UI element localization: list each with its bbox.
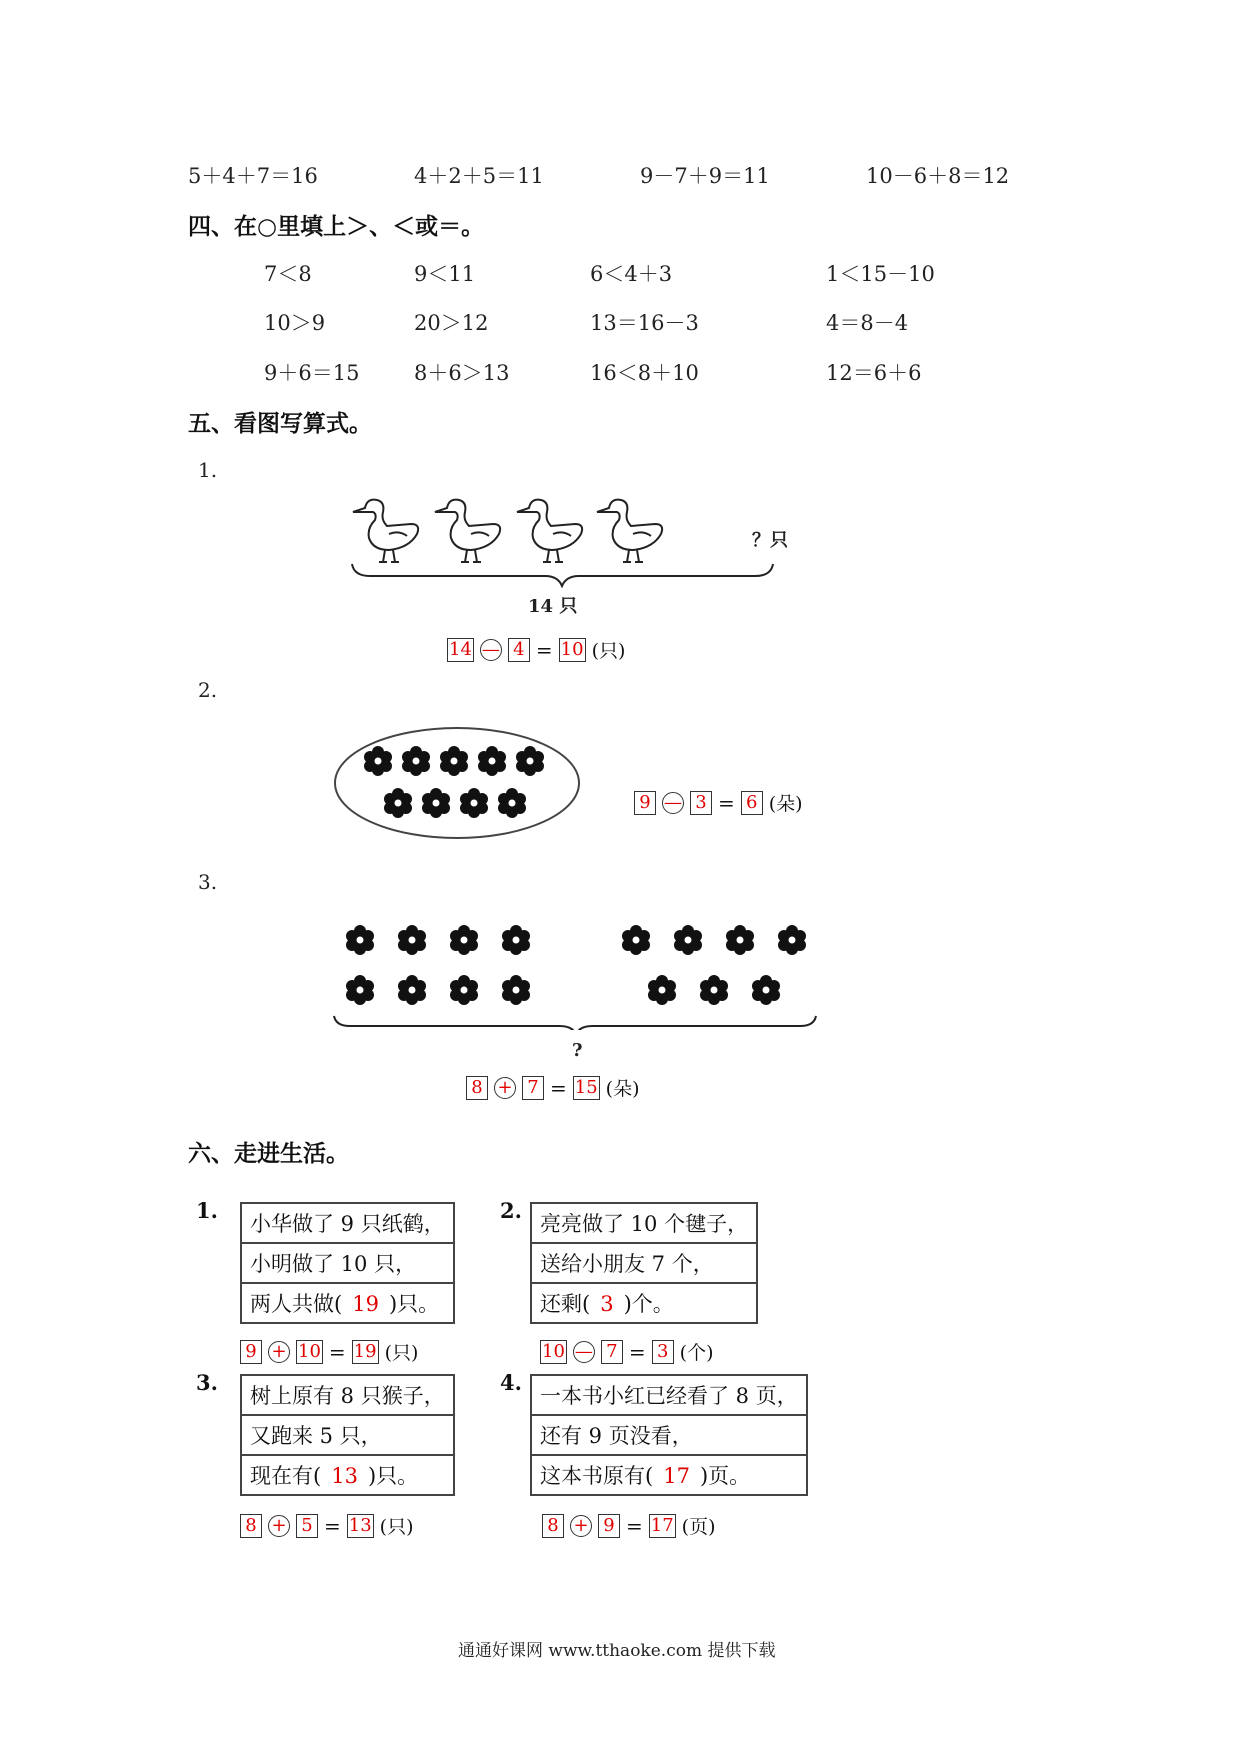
- problem-line: 小明做了 10 只，: [241, 1243, 454, 1283]
- problem-line: [531, 1283, 757, 1323]
- problem-line: [241, 1283, 454, 1323]
- answer-value: 19: [352, 1292, 379, 1316]
- problem-line-prefix: 这本书原有(: [540, 1464, 654, 1488]
- problem-number: 1.: [196, 1198, 218, 1223]
- problem-number: 3.: [196, 1370, 218, 1395]
- formula-unit: (只): [591, 640, 626, 662]
- problem-line-suffix: )个。: [623, 1292, 674, 1316]
- flower-icon: [700, 975, 728, 1005]
- formula-result: 13: [348, 1514, 372, 1536]
- formula-result: 6: [741, 791, 763, 815]
- problem-line: 一本书小红已经看了 8 页，: [531, 1375, 807, 1415]
- compare-r2c1: 10＞9: [264, 311, 326, 335]
- problem-line-prefix: 还剩(: [540, 1292, 591, 1316]
- plus-icon: +: [570, 1515, 592, 1537]
- top-equation-1: 5＋4＋7＝16: [188, 164, 318, 188]
- compare-r2c4: 4＝8－4: [826, 311, 909, 335]
- flower-icon: [460, 788, 488, 818]
- problem-line-suffix: )页。: [699, 1464, 751, 1488]
- formula-6-4: [542, 1512, 716, 1539]
- brace-icon: [350, 562, 775, 588]
- formula-unit: (只): [384, 1342, 419, 1364]
- flower-icon: [502, 975, 530, 1005]
- equals-sign: =: [328, 1339, 346, 1364]
- formula-operand-a: 8: [542, 1514, 564, 1538]
- answer-value: 3: [600, 1292, 614, 1316]
- problem-line: 还有 9 页没看，: [531, 1415, 807, 1455]
- compare-r3c1: 9＋6＝15: [264, 361, 360, 385]
- formula-operand-b: 7: [601, 1340, 623, 1364]
- ducks-illustration: [345, 490, 685, 570]
- formula-operand-b: 5: [296, 1514, 318, 1538]
- formula-unit: (只): [379, 1516, 414, 1538]
- flower-icon: [450, 925, 478, 955]
- formula-6-3: [240, 1512, 414, 1539]
- section5-title: 五、看图写算式。: [188, 411, 372, 437]
- formula-operand-a: 9: [240, 1340, 262, 1364]
- section6-title: 六、走进生活。: [188, 1141, 349, 1167]
- compare-r2c2: 20＞12: [414, 311, 489, 335]
- problem-line: [531, 1455, 807, 1495]
- footer-credit: 通通好课网 www.tthaoke.com 提供下载: [458, 1641, 776, 1661]
- top-equation-3: 9－7＋9＝11: [640, 164, 770, 188]
- equals-sign: =: [628, 1339, 646, 1364]
- flower-icon: [516, 746, 544, 776]
- formula-result: 10: [560, 638, 584, 660]
- answer-value: 17: [663, 1464, 690, 1488]
- formula-unit: (朵): [768, 793, 803, 815]
- answer-value: 13: [331, 1464, 358, 1488]
- flower-icon: [622, 925, 650, 955]
- flower-icon: [346, 925, 374, 955]
- flower-icon: [478, 746, 506, 776]
- flower-icon: [384, 788, 412, 818]
- formula-operand-a: 8: [466, 1076, 488, 1100]
- equals-sign: =: [535, 637, 553, 662]
- formula-operand-b: 4: [508, 638, 530, 662]
- flower-icon: [440, 746, 468, 776]
- formula-5-2: [634, 789, 803, 816]
- formula-5-1: [447, 636, 625, 663]
- minus-icon: —: [664, 791, 682, 813]
- formula-operand-a: 8: [240, 1514, 262, 1538]
- duck-icon: [517, 500, 582, 562]
- problem-line-prefix: 两人共做(: [250, 1292, 343, 1316]
- compare-r1c2: 9＜11: [414, 262, 476, 286]
- item-number: 2.: [198, 678, 218, 702]
- formula-unit: (页): [681, 1516, 716, 1538]
- section4-title: 四、在○里填上＞、＜或＝。: [188, 214, 485, 240]
- word-problem-3: [240, 1374, 455, 1496]
- item-number: 3.: [198, 870, 218, 894]
- question-label: ?: [572, 1040, 583, 1061]
- formula-result: 15: [574, 1076, 598, 1098]
- flower-icon: [398, 925, 426, 955]
- word-problem-2: [530, 1202, 758, 1324]
- plus-icon: +: [268, 1341, 290, 1363]
- equals-sign: =: [550, 1075, 567, 1100]
- brace-icon: [334, 1016, 816, 1030]
- formula-result: 17: [650, 1514, 674, 1536]
- formula-5-3: [466, 1074, 640, 1101]
- compare-r3c2: 8＋6＞13: [414, 361, 510, 385]
- formula-6-1: [240, 1338, 418, 1365]
- flower-icon: [402, 746, 430, 776]
- flower-groups-illustration: [330, 920, 820, 1030]
- problem-line: 送给小朋友 7 个，: [531, 1243, 757, 1283]
- flower-icon: [752, 975, 780, 1005]
- equals-sign: =: [626, 1513, 643, 1538]
- flower-icon: [502, 925, 530, 955]
- flower-icon: [422, 788, 450, 818]
- plus-icon: +: [494, 1077, 516, 1099]
- equals-sign: =: [718, 790, 735, 815]
- compare-r3c4: 12＝6＋6: [826, 361, 922, 385]
- problem-line: 小华做了 9 只纸鹤，: [241, 1203, 454, 1243]
- formula-result: 19: [353, 1340, 377, 1362]
- problem-line: [241, 1455, 454, 1495]
- formula-operand-b: 7: [522, 1076, 544, 1100]
- formula-operand-b: 9: [598, 1514, 620, 1538]
- flower-icon: [346, 975, 374, 1005]
- flower-icon: [648, 975, 676, 1005]
- formula-operand-a: 9: [634, 791, 656, 815]
- duck-icon: [597, 500, 662, 562]
- formula-operand-a: 14: [449, 638, 472, 660]
- top-equation-2: 4＋2＋5＝11: [414, 164, 544, 188]
- minus-icon: —: [481, 638, 500, 660]
- flower-icon: [778, 925, 806, 955]
- total-label: 14 只: [528, 596, 578, 617]
- problem-line-suffix: )只。: [367, 1464, 419, 1488]
- problem-number: 4.: [500, 1370, 522, 1395]
- formula-6-2: [540, 1338, 714, 1365]
- formula-operand-b: 3: [690, 791, 712, 815]
- minus-icon: —: [574, 1340, 593, 1362]
- duck-icon: [435, 500, 500, 562]
- compare-r1c4: 1＜15－10: [826, 262, 935, 286]
- equals-sign: =: [324, 1513, 341, 1538]
- flowers-oval-illustration: [332, 725, 582, 841]
- compare-r1c3: 6＜4＋3: [590, 262, 673, 286]
- problem-number: 2.: [500, 1198, 522, 1223]
- problem-line-suffix: )只。: [388, 1292, 440, 1316]
- word-problem-1: [240, 1202, 455, 1324]
- plus-icon: +: [268, 1515, 290, 1537]
- problem-line: 树上原有 8 只猴子，: [241, 1375, 454, 1415]
- top-equation-4: 10－6＋8＝12: [866, 164, 1010, 188]
- formula-unit: (朵): [605, 1078, 640, 1100]
- compare-r2c3: 13＝16－3: [590, 311, 699, 335]
- compare-r1c1: 7＜8: [264, 262, 312, 286]
- word-problem-4: [530, 1374, 808, 1496]
- question-label: ？只: [752, 530, 788, 551]
- compare-r3c3: 16＜8＋10: [590, 361, 699, 385]
- flower-icon: [498, 788, 526, 818]
- formula-operand-b: 10: [298, 1340, 321, 1362]
- formula-operand-a: 10: [542, 1340, 565, 1362]
- problem-line: 亮亮做了 10 个毽子，: [531, 1203, 757, 1243]
- formula-unit: (个): [679, 1342, 714, 1364]
- flower-icon: [364, 746, 392, 776]
- item-number: 1.: [198, 458, 218, 482]
- formula-result: 3: [652, 1340, 674, 1364]
- flower-icon: [398, 975, 426, 1005]
- flower-icon: [450, 975, 478, 1005]
- problem-line: 又跑来 5 只，: [241, 1415, 454, 1455]
- flower-icon: [726, 925, 754, 955]
- problem-line-prefix: 现在有(: [250, 1464, 322, 1488]
- flower-icon: [674, 925, 702, 955]
